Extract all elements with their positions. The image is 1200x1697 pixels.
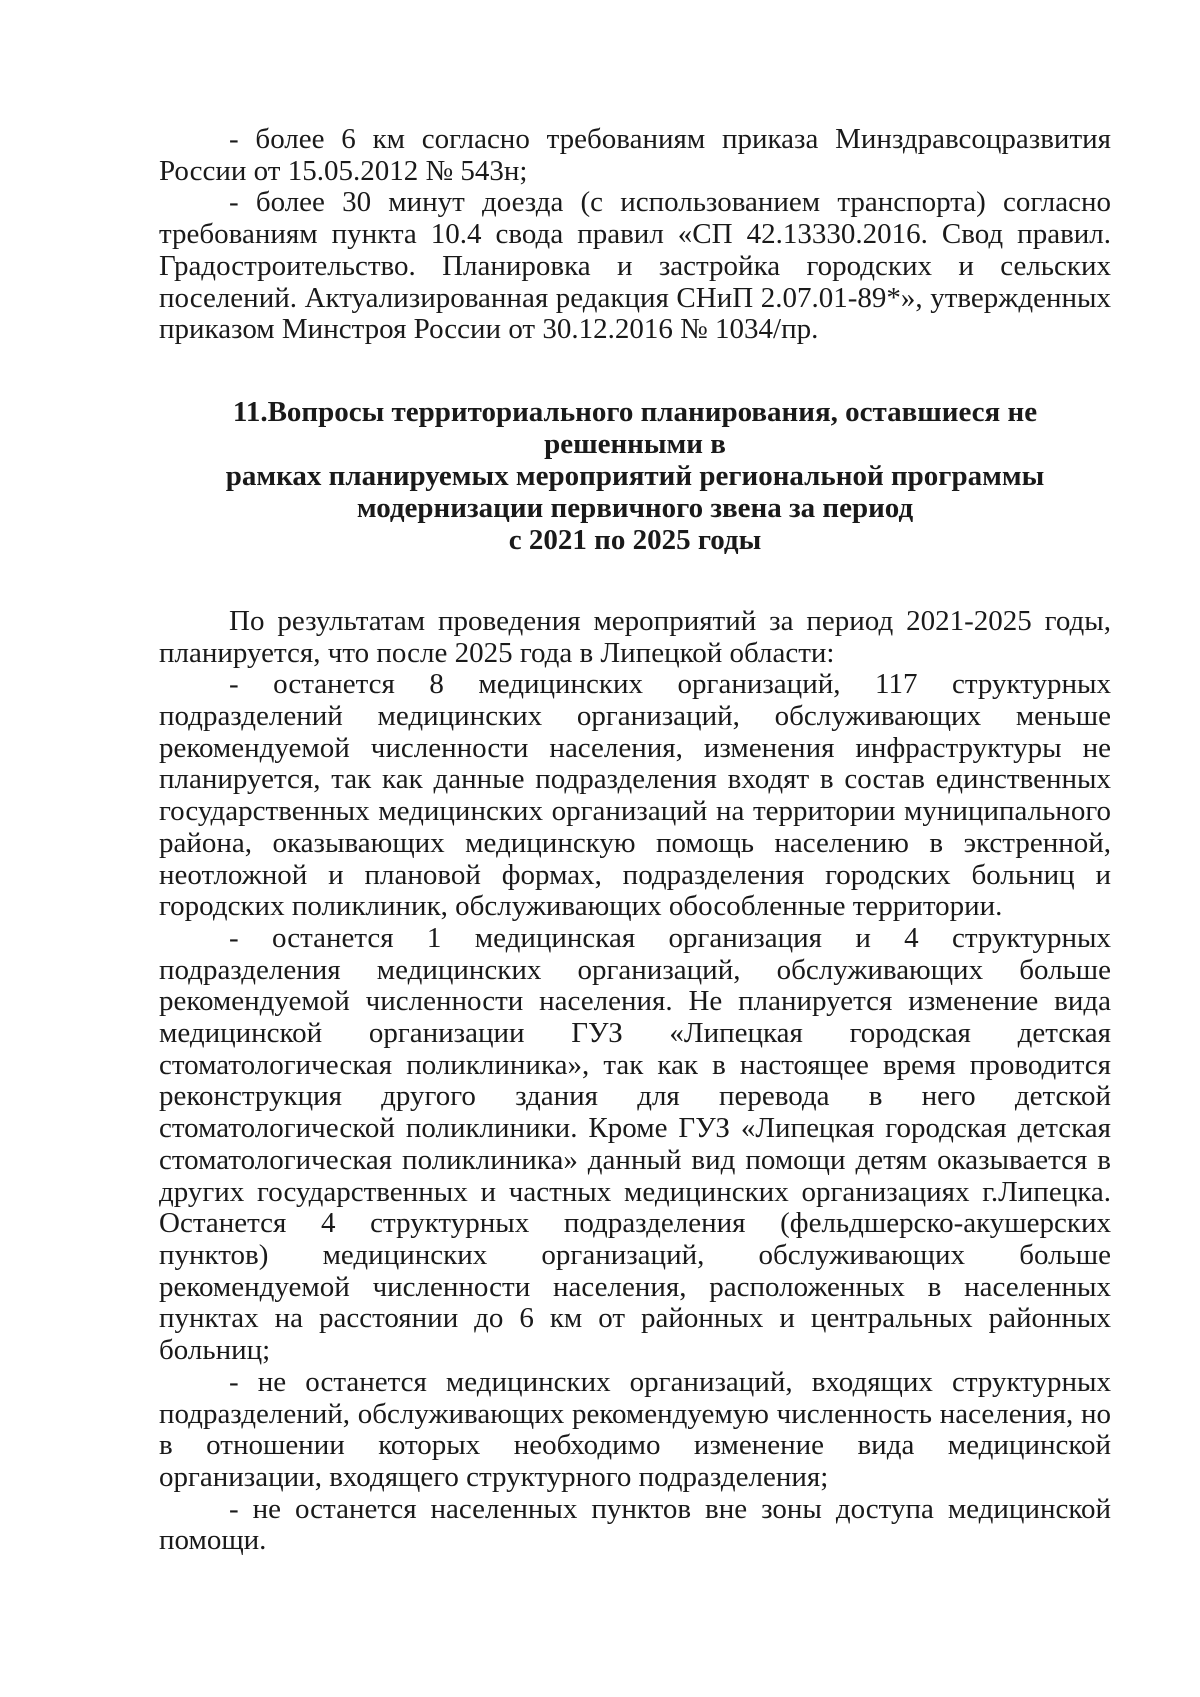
paragraph-no-organizations-change: - не останется медицинских организаций, входящих структурных подразделений, обслуживающих рекомендуемую численность населения, но в отношении которых необходимо изменение вида медицинской организации, входящего структурного подразделения; [159, 1365, 1111, 1493]
paragraph-remaining-organizations-above: - останется 1 медицинская организация и 4 структурных подразделения медицинских организаций, обслуживающих больше рекомендуемой численности населения. Не планируется изменение вида медицинской организации ГУЗ «Липецкая городская детская стоматологическая поликлиника», так как в настоящее время проводится реконструкция другого здания для перевода в него детской стоматологической поликлиники. Кроме ГУЗ «Липецкая городская детская стоматологическая поликлиника» данный вид помощи детям оказывается в других государственных и частных медицинских организациях г.Липецка. Останется 4 структурных подразделения (фельдшерско-акушерских пунктов) медицинских организаций, обслуживающих больше рекомендуемой численности населения, расположенных в населенных пунктах на расстоянии до 6 км от районных и центральных районных больниц; [159, 921, 1111, 1367]
section-heading-line-1: 11.Вопросы территориального планирования, оставшиеся не решенными в [232, 395, 1038, 460]
paragraph-travel-time-requirement: - более 30 минут доезда (с использованием транспорта) согласно требованиям пункта 10.4 свода правил «СП 42.13330.2016. Свод правил. Градостроительство. Планировка и застройка городских и сельских поселений. Актуализированная редакция СНиП 2.07.01-89*», утвержденных приказом Минстроя России от 30.12.2016 № 1034/пр. [159, 186, 1111, 346]
section-heading-line-2: рамках планируемых мероприятий региональной программы [225, 459, 1045, 492]
paragraph-distance-requirement: - более 6 км согласно требованиям приказа Минздравсоцразвития России от 15.05.2012 № 543н; [159, 123, 1111, 187]
paragraph-remaining-organizations-below: - останется 8 медицинских организаций, 117 структурных подразделений медицинских организаций, обслуживающих меньше рекомендуемой численности населения, изменения инфраструктуры не планируется, так как данные подразделения входят в состав единственных государственных медицинских организаций на территории муниципального района, оказывающих медицинскую помощь населению в экстренной, неотложной и плановой формах, подразделения городских больниц и городских поликлиник, обслуживающих обособленные территории. [159, 668, 1111, 923]
section-heading [159, 396, 1111, 556]
document-body [159, 124, 1111, 1557]
section-heading-line-3: модернизации первичного звена за период [356, 491, 914, 524]
paragraph-no-settlements-outside-access: - не останется населенных пунктов вне зоны доступа медицинской помощи. [159, 1492, 1111, 1557]
section-heading-line-4: с 2021 по 2025 годы [508, 523, 762, 556]
paragraph-results-intro: По результатам проведения мероприятий за период 2021-2025 годы, планируется, что после 2025 года в Липецкой области: [159, 604, 1111, 669]
